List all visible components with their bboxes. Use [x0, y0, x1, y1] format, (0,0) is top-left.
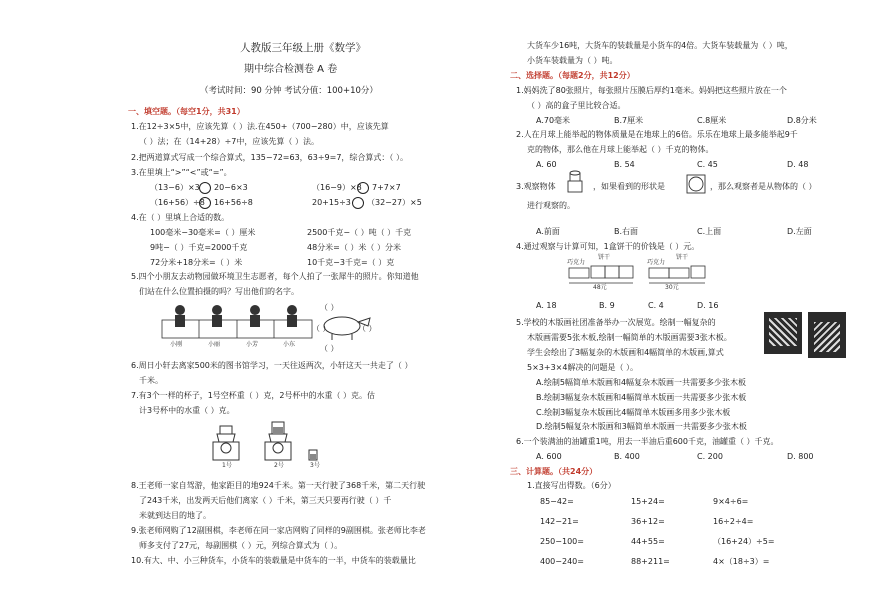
- conversion-item: 2500千克−（ ）吨（ ）千克: [307, 228, 412, 237]
- calc-item[interactable]: 142−21=: [540, 517, 579, 526]
- option-d[interactable]: D. 800: [787, 452, 814, 461]
- calc-item[interactable]: 44+55=: [631, 537, 665, 546]
- choice-3-text-d: 进行观察的。: [527, 201, 575, 210]
- calc-item[interactable]: （16+24）÷5=: [713, 537, 775, 546]
- scale-label: 3号: [310, 462, 320, 469]
- choice-3-text-b: ，如果看到的形状是: [593, 182, 665, 191]
- option-b[interactable]: B. 9: [599, 301, 615, 310]
- question-10-line-1: 10.有大、中、小三种货车，小货车的装载量是中货车的一半，中货车的装载量比: [131, 556, 416, 565]
- section-choice-heading: 二、选择题。（每题2分，共12分）: [510, 71, 635, 80]
- question-10-line-3: 小货车装载量为（ ）吨。: [527, 56, 618, 65]
- choice-5-line-4: 5×3+3×4解决的问题是（ ）。: [527, 363, 639, 372]
- compare-item: 20+15÷3: [312, 198, 351, 207]
- option-d[interactable]: D.左面: [787, 227, 812, 236]
- price-label: 30元: [665, 284, 679, 291]
- compare-circle[interactable]: [199, 197, 211, 209]
- choice-5-line-3: 学生会绘出了3幅复杂的木版画和4幅简单的木版画,算式: [527, 348, 724, 357]
- question-1-line-2: （ ）法；在（14+28）÷7中，应该先算（ ）法。: [139, 137, 319, 146]
- calc-item[interactable]: 250−100=: [540, 537, 584, 546]
- calc-item[interactable]: 16÷2÷4=: [713, 517, 754, 526]
- conversion-item: 48分米=（ ）米（ ）分米: [307, 243, 401, 252]
- shape-view-icon: [686, 174, 706, 194]
- question-3: 3.在里填上“>”“<”或“=”。: [131, 168, 232, 177]
- children-photo-illustration: [160, 300, 375, 354]
- option-a[interactable]: A.前面: [536, 227, 560, 236]
- compare-item: 16+56÷8: [214, 198, 253, 207]
- option-c[interactable]: C. 4: [648, 301, 664, 310]
- question-6-line-1: 6.周日小轩去离家500米的图书馆学习，一天往返两次，小轩这天一共走了（ ）: [131, 361, 413, 370]
- question-5-line-1: 5.四个小朋友去动物园做环境卫生志愿者，每个人拍了一张犀牛的照片。你知道他: [131, 272, 419, 281]
- compare-circle[interactable]: [199, 182, 211, 194]
- calc-instruction: 1.直接写出得数。（6分）: [527, 481, 616, 490]
- compare-item: 7+7×7: [372, 183, 401, 192]
- compare-item: （16+56）÷8: [150, 198, 205, 207]
- option-a[interactable]: A. 60: [536, 160, 557, 169]
- choice-4: 4.通过观察与计算可知，1盒饼干的价钱是（ ）元。: [516, 242, 700, 251]
- choice-2-line-1: 2.人在月球上能举起的物体质量是在地球上的6倍。乐乐在地球上最多能举起9千: [516, 130, 798, 139]
- option-b[interactable]: B. 400: [614, 452, 640, 461]
- price-label: 48元: [593, 284, 607, 291]
- woodcut-print-image: [764, 312, 802, 354]
- option-c[interactable]: C.绘制3幅复杂木版画比4幅简单木版画多用多少张木板: [536, 408, 731, 417]
- answer-blank[interactable]: （ ）: [320, 344, 339, 353]
- question-10-line-2: 大货车少16吨，大货车的装载量是小货车的4倍。大货车装载量为（ ）吨，: [527, 41, 793, 50]
- section-fill-blank-heading: 一、填空题。（每空1分，共31）: [128, 107, 245, 116]
- question-8-line-3: 米就到达目的地了。: [139, 511, 211, 520]
- choice-1-line-2: （ ）高的盒子里比较合适。: [527, 101, 626, 110]
- woodcut-print-image: [808, 312, 846, 358]
- choice-3-text-a: 3.观察物体: [516, 182, 556, 191]
- scales-illustration: [205, 420, 335, 468]
- choice-1-line-1: 1.妈妈洗了80张照片，每张照片压膜后厚约1毫米。妈妈把这些照片放在一个: [516, 86, 787, 95]
- question-6-line-2: 千米。: [139, 376, 163, 385]
- child-name-label: 小芳: [246, 341, 259, 348]
- calc-item[interactable]: 88+211=: [631, 557, 670, 566]
- page-subtitle: 期中综合检测卷 A 卷: [244, 64, 338, 75]
- question-4: 4.在（ ）里填上合适的数。: [131, 213, 230, 222]
- option-a[interactable]: A. 600: [536, 452, 562, 461]
- compare-circle[interactable]: [352, 197, 364, 209]
- calc-item[interactable]: 400−240=: [540, 557, 584, 566]
- choice-2-line-2: 克的物体，那么他在月球上能举起（ ）千克的物体。: [527, 145, 714, 154]
- answer-blank[interactable]: （ ）: [320, 303, 339, 312]
- choice-3-text-c: ，那么观察者是从物体的（ ）: [710, 182, 817, 191]
- calc-item[interactable]: 85−42=: [540, 497, 574, 506]
- option-c[interactable]: C. 45: [697, 160, 718, 169]
- question-8-line-2: 了243千米，出发两天后他们离家（ ）千米，第三天只要再行驶（ ）千: [139, 496, 392, 505]
- biscuit-label: 饼干: [598, 254, 611, 261]
- chocolate-label: 巧克力: [567, 259, 586, 266]
- compare-item: 20−6×3: [214, 183, 248, 192]
- calc-item[interactable]: 4×（18÷3）=: [713, 557, 770, 566]
- page-title: 人教版三年级上册《数学》: [240, 42, 366, 54]
- conversion-item: 10千克−3千克=（ ）克: [307, 258, 395, 267]
- option-c[interactable]: C.8厘米: [697, 116, 727, 125]
- biscuit-label: 饼干: [676, 254, 689, 261]
- compare-circle[interactable]: [357, 182, 369, 194]
- question-2: 2.把两道算式写成一个综合算式，135−72=63，63÷9=7，综合算式：（ ）。: [131, 153, 408, 162]
- cylinder-cube-icon: [565, 170, 585, 194]
- calc-item[interactable]: 36+12=: [631, 517, 665, 526]
- exam-time-info: （考试时间：90 分钟 考试分值：100+10分）: [200, 86, 378, 96]
- compare-item: （32−27）×5: [367, 198, 422, 207]
- option-b[interactable]: B.绘制3幅复杂木版画和4幅简单木版画一共需要多少张木板: [536, 393, 747, 402]
- option-a[interactable]: A. 18: [536, 301, 557, 310]
- question-7-line-2: 计3号杯中的水重（ ）克。: [139, 406, 235, 415]
- scale-label: 2号: [274, 462, 284, 469]
- option-a[interactable]: A.70毫米: [536, 116, 571, 125]
- scale-label: 1号: [222, 462, 232, 469]
- chocolate-biscuit-boxes-illustration: [567, 256, 717, 288]
- question-1-line-1: 1.在12÷3×5中，应该先算（ ）法.在450+（700−280）中，应该先算: [131, 122, 389, 131]
- child-name-label: 小丽: [208, 341, 221, 348]
- choice-6: 6.一个装满油的油罐重1吨，用去一半油后重600千克，油罐重（ ）千克。: [516, 437, 779, 446]
- child-name-label: 小东: [283, 341, 296, 348]
- option-b[interactable]: B.7厘米: [614, 116, 644, 125]
- option-d[interactable]: D. 16: [697, 301, 719, 310]
- question-9-line-1: 9.张老师网购了12副围棋，李老师在同一家店网购了同样的9副围棋。张老师比李老: [131, 526, 426, 535]
- option-b[interactable]: B.右面: [614, 227, 639, 236]
- question-5-line-2: 们站在什么位置拍摄的吗？写出他们的名字。: [139, 287, 299, 296]
- option-d[interactable]: D. 48: [787, 160, 809, 169]
- option-d[interactable]: D.8分米: [787, 116, 817, 125]
- compare-item: （13−6）×3: [150, 183, 200, 192]
- child-name-label: 小刚: [170, 341, 183, 348]
- conversion-item: 72分米+18分米=（ ）米: [150, 258, 243, 267]
- answer-blank[interactable]: （ ）: [312, 324, 331, 333]
- option-c[interactable]: C.上面: [697, 227, 722, 236]
- answer-blank[interactable]: （ ）: [358, 324, 377, 333]
- calc-item[interactable]: 15+24=: [631, 497, 665, 506]
- question-9-line-2: 师多支付了27元，每副围棋（ ）元，列综合算式为（ ）。: [139, 541, 343, 550]
- conversion-item: 100毫米−30毫米=（ ）厘米: [150, 228, 256, 237]
- chocolate-label: 巧克力: [647, 259, 666, 266]
- option-c[interactable]: C. 200: [697, 452, 723, 461]
- option-a[interactable]: A.绘制5幅简单木版画和4幅复杂木版画一共需要多少张木板: [536, 378, 747, 387]
- choice-5-line-2: 木版画需要5张木板,绘制一幅简单的木版画需要3张木板。: [527, 333, 732, 342]
- question-8-line-1: 8.王老师一家自驾游，他家距目的地924千米。第一天行驶了368千米，第二天行驶: [131, 481, 426, 490]
- option-d[interactable]: D.绘制5幅复杂木版画和3幅简单木版画一共需要多少张木板: [536, 422, 747, 431]
- conversion-item: 9吨−（ ）千克=2000千克: [150, 243, 248, 252]
- question-7-line-1: 7.有3个一样的杯子，1号空杯重（ ）克，2号杯中的水重（ ）克。估: [131, 391, 375, 400]
- calc-item[interactable]: 9×4÷6=: [713, 497, 749, 506]
- section-calculation-heading: 三、计算题。（共24分）: [510, 467, 598, 476]
- compare-item: （16−9）×8: [312, 183, 362, 192]
- option-b[interactable]: B. 54: [614, 160, 635, 169]
- choice-5-line-1: 5.学校的木版画社团准备举办一次展览。绘制一幅复杂的: [516, 318, 716, 327]
